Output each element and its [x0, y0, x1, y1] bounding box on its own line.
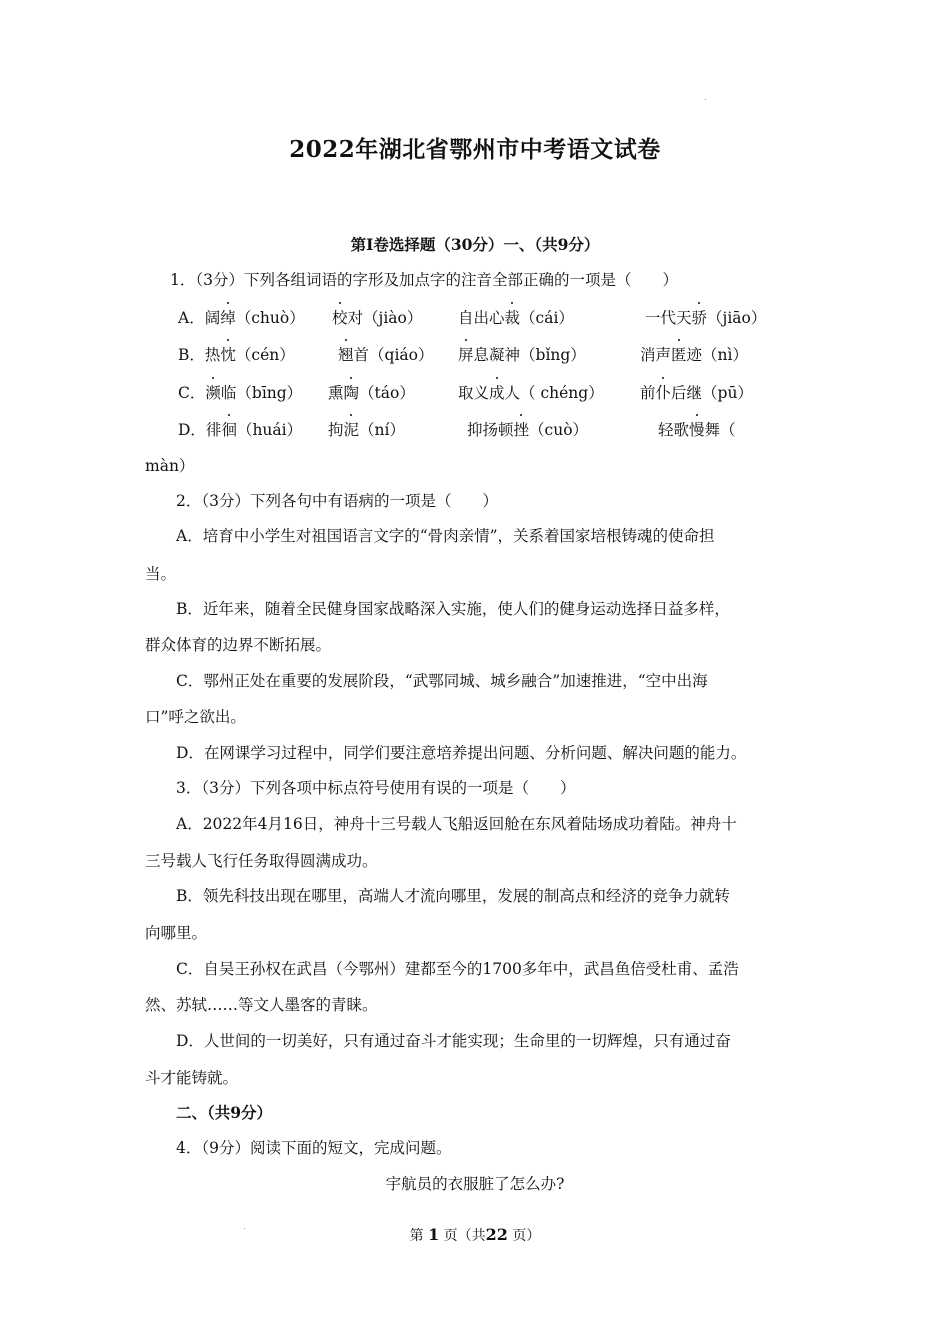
q3-option-c-line2: 然、苏轼……等文人墨客的青睐。	[145, 996, 378, 1014]
q3-option-a-line1: A．2022年4月16日，神舟十三号载人飞船返回舱在东风着陆场成功着陆。神舟十	[176, 815, 737, 833]
q2-option-c-line1: C．鄂州正处在重要的发展阶段，“武鄂同城、城乡融合”加速推进，“空中出海	[176, 672, 708, 690]
q2-option-a-line1: A．培育中小学生对祖国语言文字的“骨肉亲情”，关系着国家培根铸魂的使命担	[176, 527, 715, 545]
question-1-stem: 1．（3分）下列各组词语的字形及加点字的注音全部正确的一项是（ ）	[170, 271, 678, 289]
q1-option-c-1: C．濒临（bīng）	[178, 381, 302, 403]
q2-option-b-line2: 群众体育的边界不断拓展。	[145, 636, 332, 654]
q2-option-c-line2: 口”呼之欲出。	[145, 708, 246, 726]
q1-option-a-4: 一代天骄（jiāo）	[645, 306, 766, 328]
section-2-header: 二、（共9分）	[176, 1103, 273, 1122]
q3-option-d-line1: D．人世间的一切美好，只有通过奋斗才能实现；生命里的一切辉煌，只有通过奋	[176, 1032, 731, 1050]
q1-option-b-2: 翘首（qiáo）	[338, 343, 433, 365]
page-title: 2022年湖北省鄂州市中考语文试卷	[289, 136, 661, 163]
question-3-stem: 3．（3分）下列各项中标点符号使用有误的一项是（ ）	[176, 779, 576, 797]
q2-option-d-line1: D．在网课学习过程中，同学们要注意培养提出问题、分析问题、解决问题的能力。	[176, 744, 747, 762]
corner-mark	[705, 99, 706, 100]
passage-title: 宇航员的衣服脏了怎么办?	[385, 1175, 565, 1193]
q3-option-b-line2: 向哪里。	[145, 924, 208, 942]
q1-option-c-3: 取义成人（ chéng）	[458, 381, 604, 403]
question-2-stem: 2．（3分）下列各句中有语病的一项是（ ）	[176, 492, 498, 510]
q1-option-b-4: 消声匿迹（nì）	[640, 343, 748, 365]
footer-middle: 页（共	[443, 1228, 486, 1244]
q2-option-b-line1: B．近年来，随着全民健身国家战略深入实施，使人们的健身运动选择日益多样，	[176, 600, 730, 618]
q1-option-a-1: A．阔绰（chuò）	[178, 306, 305, 328]
q3-option-b-line1: B．领先科技出现在哪里，高端人才流向哪里，发展的制高点和经济的竞争力就转	[176, 887, 730, 905]
q1-option-c-4: 前仆后继（pū）	[640, 381, 753, 403]
q3-option-c-line1: C．自吴王孙权在武昌（今鄂州）建都至今的1700多年中，武昌鱼倍受杜甫、孟浩	[176, 960, 739, 978]
footer-prefix: 第	[409, 1228, 424, 1244]
footer-suffix: 页）	[512, 1228, 541, 1244]
section-1-header: 第Ⅰ卷选择题（30分）一、（共9分）	[350, 235, 600, 254]
q1-option-d-4: 轻歌慢舞（	[658, 418, 736, 440]
q2-option-a-line2: 当。	[145, 565, 177, 583]
q3-option-d-line2: 斗才能铸就。	[145, 1069, 239, 1087]
q1-option-d-3: 抑扬顿挫（cuò）	[467, 418, 588, 440]
q3-option-a-line2: 三号载人飞行任务取得圆满成功。	[145, 852, 378, 870]
q1-option-c-2: 熏陶（táo）	[328, 381, 415, 403]
q1-option-d-1: D．徘徊（huái）	[178, 418, 302, 440]
page-footer	[0, 1225, 950, 1245]
q1-option-a-2: 校对（jiào）	[332, 306, 422, 328]
q1-option-d-cont: màn）	[145, 457, 195, 475]
q1-option-a-3: 自出心裁（cái）	[458, 306, 574, 328]
q1-option-b-1: B．热忱（cén）	[178, 343, 295, 365]
footer-total-pages: 22	[485, 1225, 508, 1244]
q1-option-d-2: 拘泥（ní）	[328, 418, 405, 440]
footer-page-number: 1	[428, 1225, 440, 1244]
question-4-stem: 4．（9分）阅读下面的短文，完成问题。	[176, 1139, 452, 1157]
q1-option-b-3: 屏息凝神（bǐng）	[458, 343, 586, 365]
